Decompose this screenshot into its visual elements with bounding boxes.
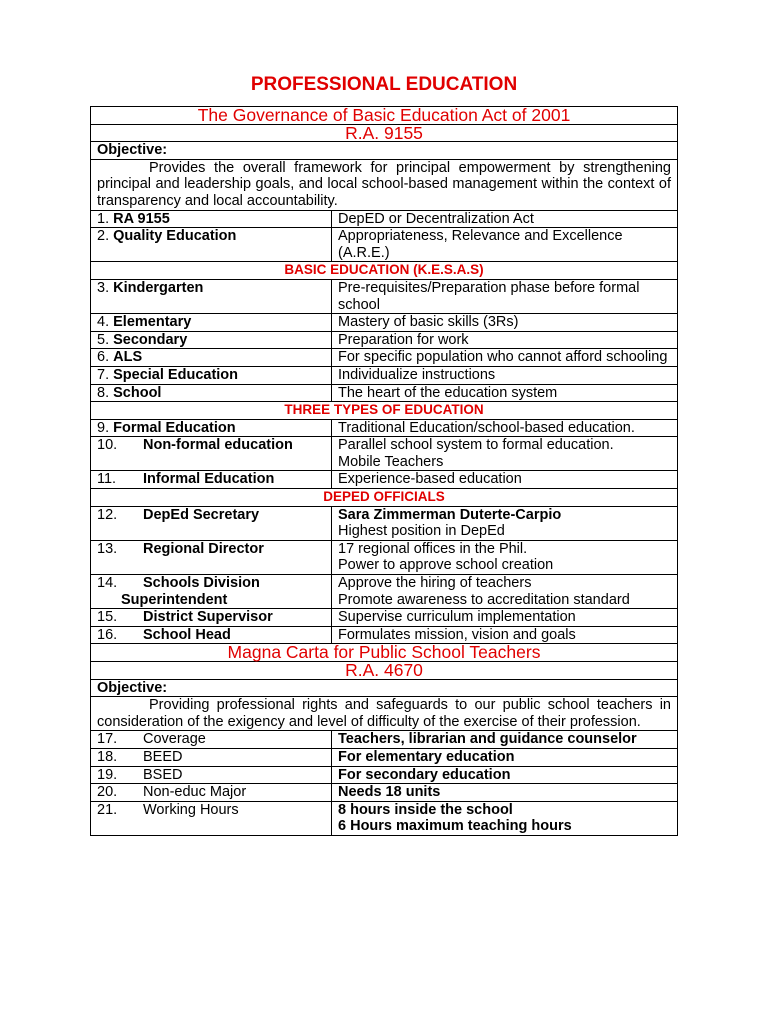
- row-term: District Supervisor: [143, 609, 273, 626]
- banner-basic-education: BASIC EDUCATION (K.E.S.A.S): [91, 262, 678, 280]
- row-term: Elementary: [113, 314, 192, 331]
- row-number: 18.: [97, 748, 118, 765]
- row-number: 14.: [97, 575, 118, 592]
- row-description-extra: Power to approve school creation: [338, 557, 554, 574]
- section-2-objective-text: Providing professional rights and safeguards to our public school teachers in consideration of the exigency and level of difficulty of the exercise of their profession.: [91, 697, 678, 731]
- row-number: 8.: [97, 384, 110, 401]
- row-number: 9.: [97, 419, 110, 436]
- row-term: DepEd Secretary: [143, 506, 260, 523]
- row-description: Sara Zimmerman Duterte-Carpio: [338, 506, 562, 523]
- row-number: 15.: [97, 609, 118, 626]
- table-row: [91, 766, 678, 784]
- row-number: 6.: [97, 349, 110, 366]
- row-description: Preparation for work: [332, 331, 678, 349]
- section-1-objective-label: Objective:: [91, 142, 678, 160]
- row-number: 2.: [97, 228, 110, 245]
- table-row: [91, 279, 678, 313]
- row-description: Needs 18 units: [332, 784, 678, 802]
- section-2-title: Magna Carta for Public School Teachers: [91, 644, 678, 662]
- row-term: Quality Education: [113, 228, 237, 245]
- table-row: [91, 384, 678, 402]
- section-1-objective-text: Provides the overall framework for principal empowerment by strengthening principal and leadership goals, and local school-based management within the context of transparency and local accountability.: [91, 159, 678, 210]
- row-description: Teachers, librarian and guidance counselor: [332, 731, 678, 749]
- table-row: [91, 471, 678, 489]
- banner-types-of-education: THREE TYPES OF EDUCATION: [91, 402, 678, 420]
- row-number: 19.: [97, 766, 118, 783]
- row-term: Formal Education: [113, 419, 236, 436]
- row-description: Supervise curriculum implementation: [332, 609, 678, 627]
- table-row: [91, 506, 678, 540]
- row-term: Regional Director: [143, 540, 264, 557]
- row-number: 11.: [97, 471, 117, 488]
- row-description: Parallel school system to formal education.: [338, 437, 614, 454]
- row-description: The heart of the education system: [332, 384, 678, 402]
- row-number: 10.: [97, 437, 118, 454]
- row-term: Schools Division: [143, 575, 260, 592]
- row-term: School: [113, 384, 162, 401]
- row-number: 12.: [97, 506, 118, 523]
- row-term: Special Education: [113, 366, 239, 383]
- row-term: Working Hours: [143, 801, 239, 818]
- row-description-extra: 6 Hours maximum teaching hours: [338, 818, 572, 835]
- row-description: Appropriateness, Relevance and Excellence (A.R.E.): [332, 228, 678, 262]
- row-description: DepED or Decentralization Act: [332, 210, 678, 228]
- row-number: 21.: [97, 801, 118, 818]
- row-description: 17 regional offices in the Phil.: [338, 540, 528, 557]
- row-number: 20.: [97, 784, 118, 801]
- row-description-extra: Highest position in DepEd: [338, 523, 505, 540]
- row-number: 4.: [97, 314, 110, 331]
- row-term: ALS: [113, 349, 143, 366]
- section-1-ra: R.A. 9155: [91, 124, 678, 142]
- row-number: 1.: [97, 210, 110, 227]
- row-term: Non-formal education: [143, 437, 293, 454]
- table-row: [91, 731, 678, 749]
- row-number: 7.: [97, 366, 110, 383]
- table-row: [91, 349, 678, 367]
- row-description: Mastery of basic skills (3Rs): [332, 314, 678, 332]
- row-description-extra: Promote awareness to accreditation standard: [338, 591, 630, 608]
- row-number: 13.: [97, 540, 118, 557]
- row-description: Traditional Education/school-based education.: [332, 419, 678, 437]
- table-row: [91, 626, 678, 644]
- row-term: RA 9155: [113, 210, 170, 227]
- section-2-objective-label: Objective:: [91, 679, 678, 697]
- table-row: [91, 366, 678, 384]
- page-title: PROFESSIONAL EDUCATION: [250, 74, 518, 95]
- table-row: [91, 228, 678, 262]
- row-number: 5.: [97, 331, 110, 348]
- banner-deped-officials: DEPED OFFICIALS: [91, 489, 678, 507]
- row-description: Approve the hiring of teachers: [338, 575, 532, 592]
- row-description: 8 hours inside the school: [338, 801, 513, 818]
- row-term: Kindergarten: [113, 279, 204, 296]
- row-description: Pre-requisites/Preparation phase before formal school: [332, 279, 678, 313]
- section-2-ra: R.A. 4670: [91, 662, 678, 680]
- row-term-extra: Superintendent: [121, 591, 228, 608]
- row-term: Secondary: [113, 331, 188, 348]
- row-description-extra: Mobile Teachers: [338, 453, 444, 470]
- table-row: [91, 784, 678, 802]
- table-row: [91, 437, 678, 471]
- row-term: School Head: [143, 626, 231, 643]
- table-row: [91, 801, 678, 835]
- section-1-title: The Governance of Basic Education Act of 2001: [91, 107, 678, 125]
- row-description: For elementary education: [332, 748, 678, 766]
- table-row: [91, 748, 678, 766]
- row-term: Coverage: [143, 731, 206, 748]
- table-row: [91, 540, 678, 574]
- professional-education-table: [90, 106, 678, 836]
- row-number: 3.: [97, 279, 110, 296]
- row-term: Informal Education: [143, 471, 275, 488]
- row-description: Individualize instructions: [332, 366, 678, 384]
- row-number: 17.: [97, 731, 118, 748]
- row-term: Non-educ Major: [143, 784, 247, 801]
- table-row: [91, 314, 678, 332]
- row-description: For specific population who cannot afford schooling: [332, 349, 678, 367]
- table-row: [91, 210, 678, 228]
- row-term: BEED: [143, 748, 183, 765]
- table-row: [91, 609, 678, 627]
- table-row: [91, 419, 678, 437]
- table-row: [91, 331, 678, 349]
- row-number: 16.: [97, 626, 118, 643]
- row-description: Experience-based education: [332, 471, 678, 489]
- row-description: For secondary education: [332, 766, 678, 784]
- section-title-row: [91, 107, 678, 125]
- row-term: BSED: [143, 766, 183, 783]
- table-row: [91, 575, 678, 609]
- row-description: Formulates mission, vision and goals: [332, 626, 678, 644]
